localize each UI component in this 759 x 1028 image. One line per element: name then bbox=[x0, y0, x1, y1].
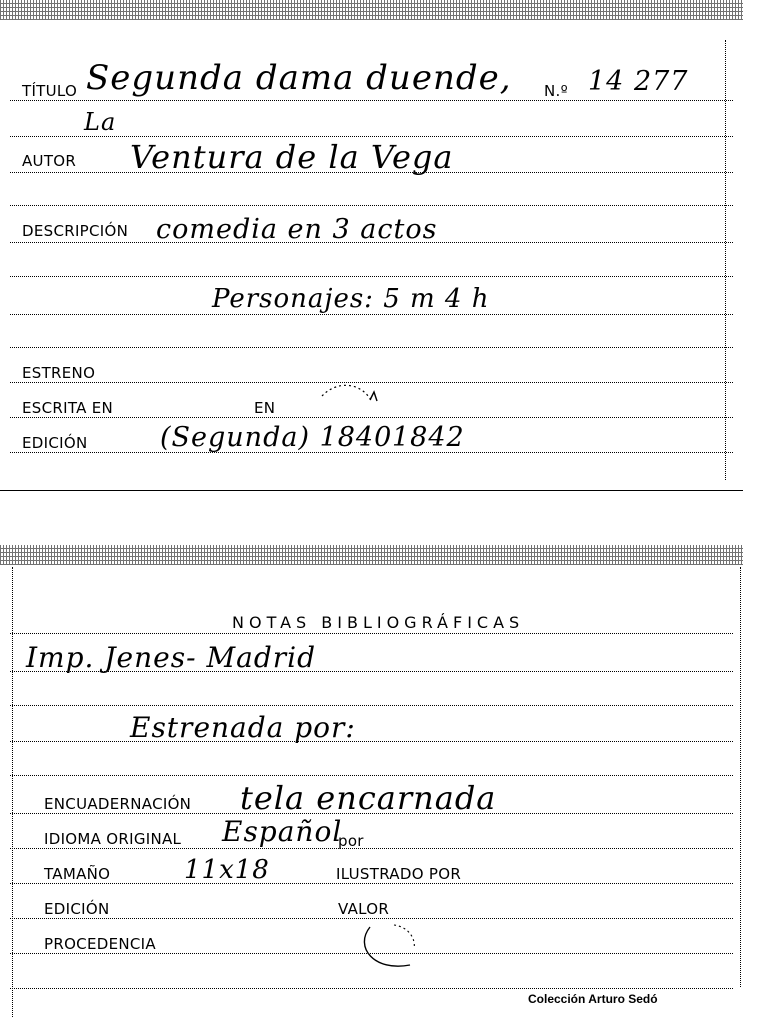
autor-value: Ventura de la Vega bbox=[130, 138, 454, 176]
nota-estrenada: Estrenada por: bbox=[130, 711, 356, 744]
rule-escrita bbox=[10, 417, 733, 418]
procedencia-label: PROCEDENCIA bbox=[44, 935, 156, 953]
catalog-card-front bbox=[0, 0, 743, 492]
escrita-en-label: ESCRITA EN bbox=[22, 399, 114, 417]
scan-noise-top bbox=[0, 0, 743, 20]
autor-prefix: La bbox=[84, 108, 117, 136]
idioma-value: Español bbox=[222, 815, 343, 848]
card-right-edge bbox=[725, 40, 726, 480]
rule-titulo-2 bbox=[10, 136, 733, 137]
estreno-label: ESTRENO bbox=[22, 364, 96, 382]
rule-procedencia bbox=[10, 953, 733, 954]
ilustrado-label: ILUSTRADO POR bbox=[336, 865, 462, 883]
encuadernacion-value: tela encarnada bbox=[240, 779, 497, 817]
edicion-label-1: EDICIÓN bbox=[22, 434, 88, 452]
collection-footer: Colección Arturo Sedó bbox=[528, 992, 658, 1006]
catalog-card-back bbox=[0, 545, 743, 1028]
rule-autor bbox=[10, 172, 733, 173]
titulo-number: 14 277 bbox=[588, 66, 689, 97]
idioma-label: IDIOMA ORIGINAL bbox=[44, 830, 182, 848]
descripcion-label: DESCRIPCIÓN bbox=[22, 222, 129, 240]
rule-autor-2 bbox=[10, 205, 733, 206]
card1-bottom-edge bbox=[0, 490, 743, 491]
scan-noise-top-2 bbox=[0, 545, 743, 565]
titulo-value: Segunda dama duende, bbox=[86, 58, 512, 98]
rule-idioma bbox=[10, 848, 733, 849]
nota-imprenta: Imp. Jenes- Madrid bbox=[26, 641, 317, 674]
edicion-label-2: EDICIÓN bbox=[44, 900, 110, 918]
titulo-number-label: N.º bbox=[544, 82, 568, 100]
rule-nota-1 bbox=[10, 671, 733, 672]
rule-procedencia-2 bbox=[10, 988, 733, 989]
rule-tamano bbox=[10, 883, 733, 884]
rule-titulo bbox=[10, 100, 733, 101]
tamano-value: 11x18 bbox=[184, 855, 270, 885]
edicion-value-1: (Segunda) 1840 bbox=[160, 422, 393, 453]
titulo-label: TÍTULO bbox=[22, 82, 78, 100]
edicion-year: 1842 bbox=[392, 422, 465, 453]
rule-heading bbox=[10, 633, 733, 634]
autor-label: AUTOR bbox=[22, 152, 77, 170]
rule-descripcion bbox=[10, 242, 733, 243]
valor-label: VALOR bbox=[338, 900, 390, 918]
rule-blank bbox=[10, 347, 733, 348]
scan-hole-mark-2 bbox=[354, 917, 424, 977]
por-label: por bbox=[338, 832, 364, 850]
rule-nota-4 bbox=[10, 775, 733, 776]
descripcion-value: comedia en 3 actos bbox=[156, 214, 438, 245]
personajes-value: Personajes: 5 m 4 h bbox=[212, 284, 490, 314]
card2-right-edge bbox=[740, 567, 741, 987]
rule-nota-2 bbox=[10, 705, 733, 706]
card2-left-edge bbox=[12, 567, 13, 1017]
encuadernacion-label: ENCUADERNACIÓN bbox=[44, 795, 192, 813]
en-label: EN bbox=[254, 399, 276, 417]
notas-heading: NOTAS BIBLIOGRÁFICAS bbox=[232, 613, 525, 632]
rule-nota-3 bbox=[10, 741, 733, 742]
tamano-label: TAMAÑO bbox=[44, 865, 111, 883]
rule-personajes bbox=[10, 314, 733, 315]
rule-estreno bbox=[10, 382, 733, 383]
rule-encuadernacion bbox=[10, 813, 733, 814]
rule-edicion bbox=[10, 452, 733, 453]
rule-descripcion-2 bbox=[10, 276, 733, 277]
